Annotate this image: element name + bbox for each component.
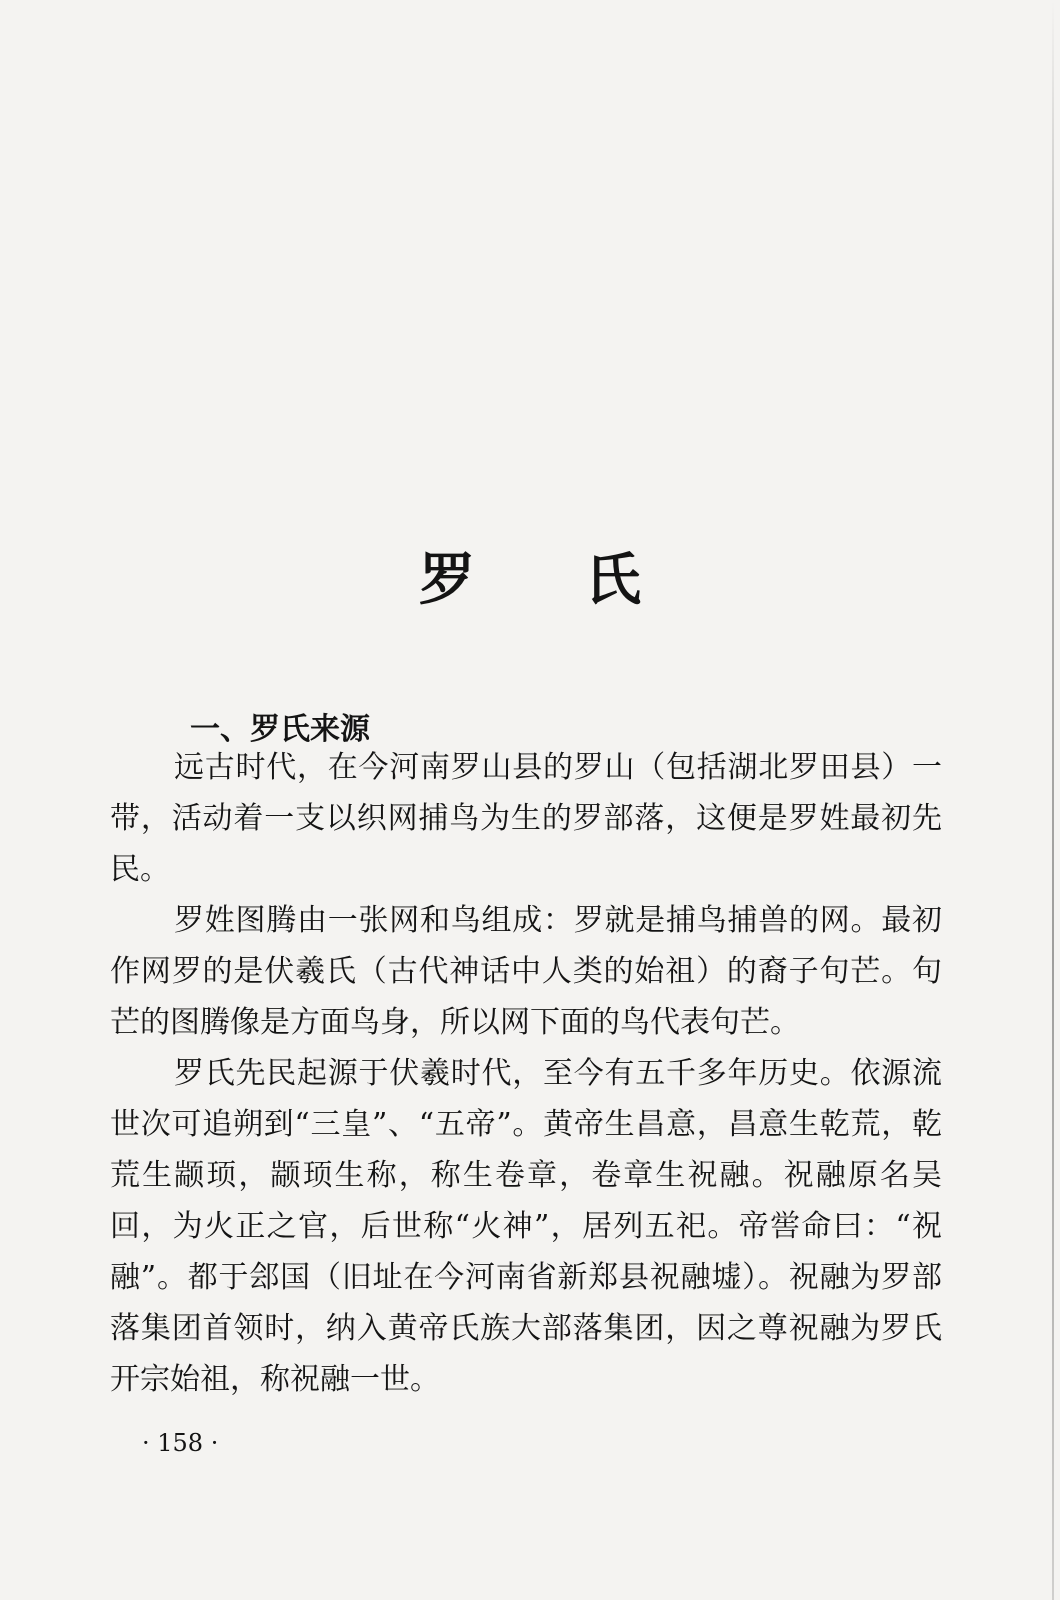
paragraph-1: 远古时代，在今河南罗山县的罗山（包括湖北罗田县）一带，活动着一支以织网捕鸟为生的罗部落，这便是罗姓最初先民。: [110, 750, 942, 887]
chapter-title: 罗氏: [419, 546, 751, 613]
page-edge-shadow: [1052, 0, 1054, 1600]
section-body: [110, 742, 942, 1405]
page-number: · 158 ·: [142, 1429, 219, 1457]
paragraph-3: 罗氏先民起源于伏羲时代，至今有五千多年历史。依源流世次可追朔到“三皇”、“五帝”。黄帝生昌意，昌意生乾荒，乾荒生颛顼，颛顼生称，称生卷章，卷章生祝融。祝融原名吴回，为火正之官，后世称“火神”，居列五祀。帝喾命曰：“祝融”。都于郐国（旧址在今河南省新郑县祝融墟）。祝融为罗部落集团首领时，纳入黄帝氏族大部落集团，因之尊祝融为罗氏开宗始祖，称祝融一世。: [110, 1056, 942, 1397]
paragraph-2: 罗姓图腾由一张网和鸟组成：罗就是捕鸟捕兽的网。最初作网罗的是伏羲氏（古代神话中人类的始祖）的裔子句芒。句芒的图腾像是方面鸟身，所以网下面的鸟代表句芒。: [110, 903, 942, 1040]
section-heading: 一、罗氏来源: [190, 711, 370, 747]
